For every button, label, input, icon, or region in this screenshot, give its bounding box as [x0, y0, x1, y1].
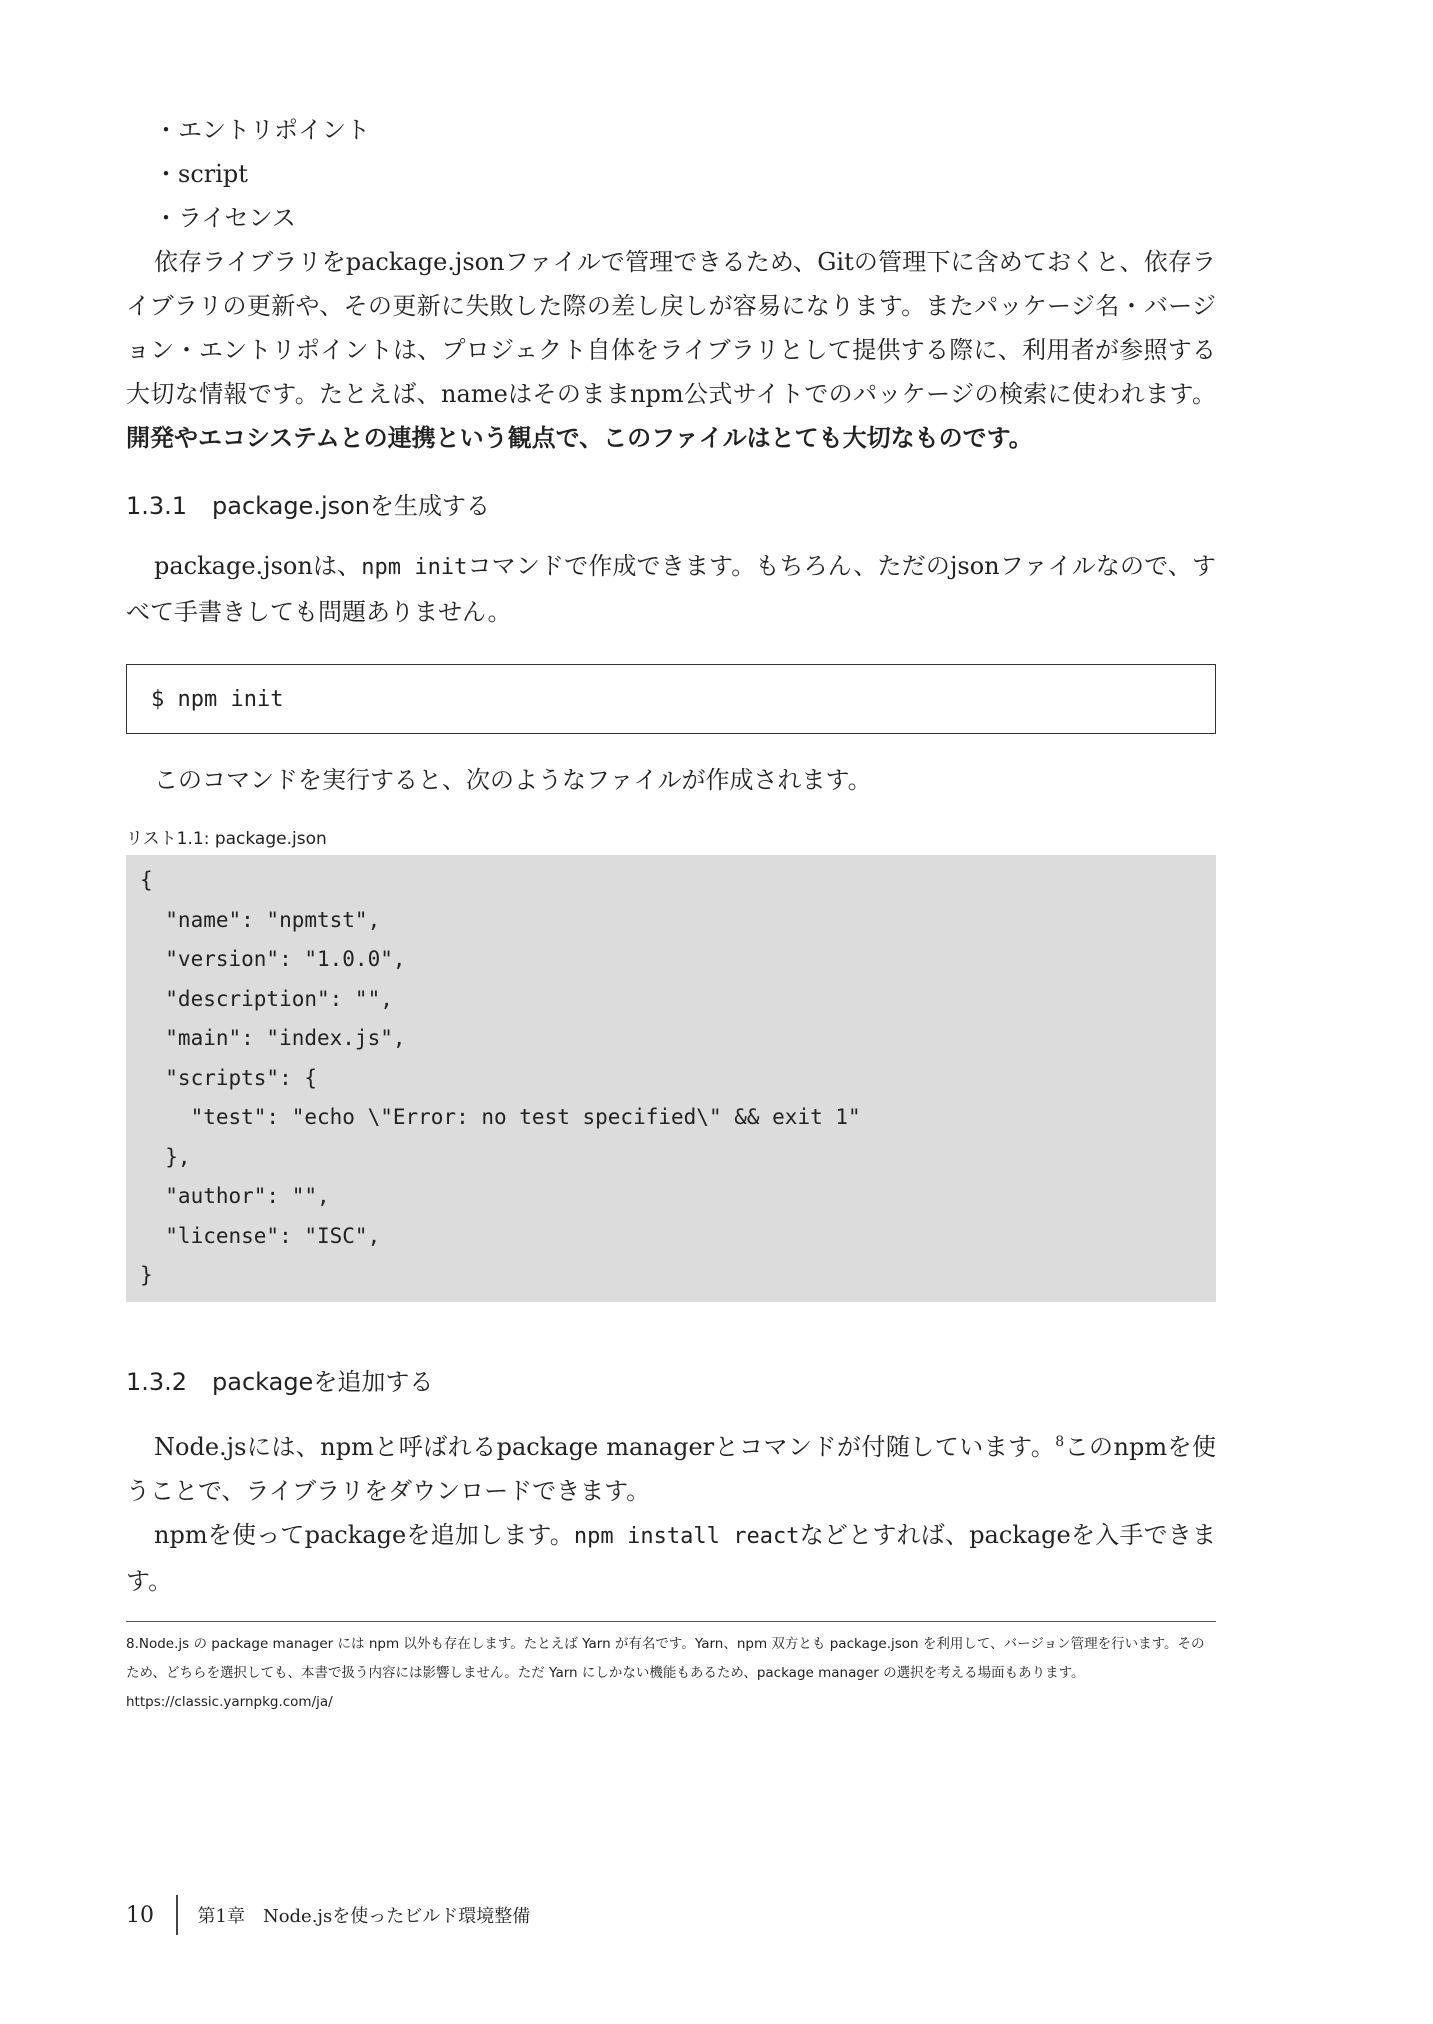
listing-caption: リスト1.1: package.json: [126, 829, 327, 849]
chapter-title: 第1章 Node.jsを使ったビルド環境整備: [197, 1906, 531, 1927]
inline-code: npm init: [361, 555, 468, 580]
section-paragraph: [126, 1420, 1216, 1513]
footer-divider: [176, 1895, 178, 1935]
section-number: 1.3.2: [126, 1367, 188, 1396]
section-heading: [126, 486, 1216, 526]
para-text: Node.jsには、npmと呼ばれるpackage managerとコマンドが付随しています。: [154, 1432, 1056, 1461]
para-text: npmを使ってpackageを追加します。: [154, 1520, 574, 1549]
page-footer: [126, 1895, 530, 1935]
footnote: 8.Node.js の package manager には npm 以外も存在します。たとえば Yarn が有名です。Yarn、npm 双方とも package.json を利用して、バージョン管理を行います。そのため、どちらを選択しても、本書で扱う内容には影響しません。ただ Yarn にしかない機能もあるため、package manager の選択を考える場面もあります。 https://classic.yarnpkg.com/ja/: [126, 1635, 1205, 1710]
footnote-ref[interactable]: 8: [1055, 1433, 1065, 1450]
section-title: packageを追加する: [212, 1367, 434, 1396]
bullet-item: ・script: [154, 160, 248, 188]
page-content: [126, 108, 1216, 1717]
section-title: package.jsonを生成する: [212, 492, 491, 520]
inline-code: npm install react: [573, 1523, 800, 1549]
footnote-divider: [126, 1621, 1216, 1622]
section-paragraph: [126, 1513, 1216, 1603]
para-text: などとすれば、packageを入手できます。: [126, 1520, 1216, 1595]
page-number: 10: [126, 1902, 154, 1928]
command-box: $ npm init: [126, 664, 1216, 734]
section-heading: [126, 1362, 1216, 1402]
intro-paragraph: [126, 240, 1216, 460]
para-text: このnpmを使うことで、ライブラリをダウンロードできます。: [126, 1432, 1217, 1505]
code-listing: { "name": "npmtst", "version": "1.0.0", "description": "", "main": "index.js", "scripts": { "test": "echo \"Error: no test specified\" && exit 1" }, "author": "", "license": "ISC", }: [126, 855, 1216, 1302]
section-paragraph: [126, 544, 1216, 634]
para-text: package.jsonは、: [154, 552, 362, 580]
section-paragraph: このコマンドを実行すると、次のようなファイルが作成されます。: [154, 766, 872, 794]
intro-text: 依存ライブラリをpackage.jsonファイルで管理できるため、Gitの管理下に含めておくと、依存ライブラリの更新や、その更新に失敗した際の差し戻しが容易になります。またパッケージ名・バージョン・エントリポイントは、プロジェクト自体をライブラリとして提供する際に、利用者が参照する大切な情報です。たとえば、nameはそのままnpm公式サイトでのパッケージの検索に使われます。: [126, 248, 1216, 408]
bullet-item: ・ライセンス: [154, 204, 296, 232]
section-number: 1.3.1: [126, 492, 188, 520]
para-text: コマンドで作成できます。もちろん、ただのjsonファイルなので、すべて手書きしても問題ありません。: [126, 552, 1216, 626]
intro-bold-text: 開発やエコシステムとの連携という観点で、このファイルはとても大切なものです。: [126, 424, 1033, 452]
bullet-item: ・エントリポイント: [154, 116, 370, 144]
